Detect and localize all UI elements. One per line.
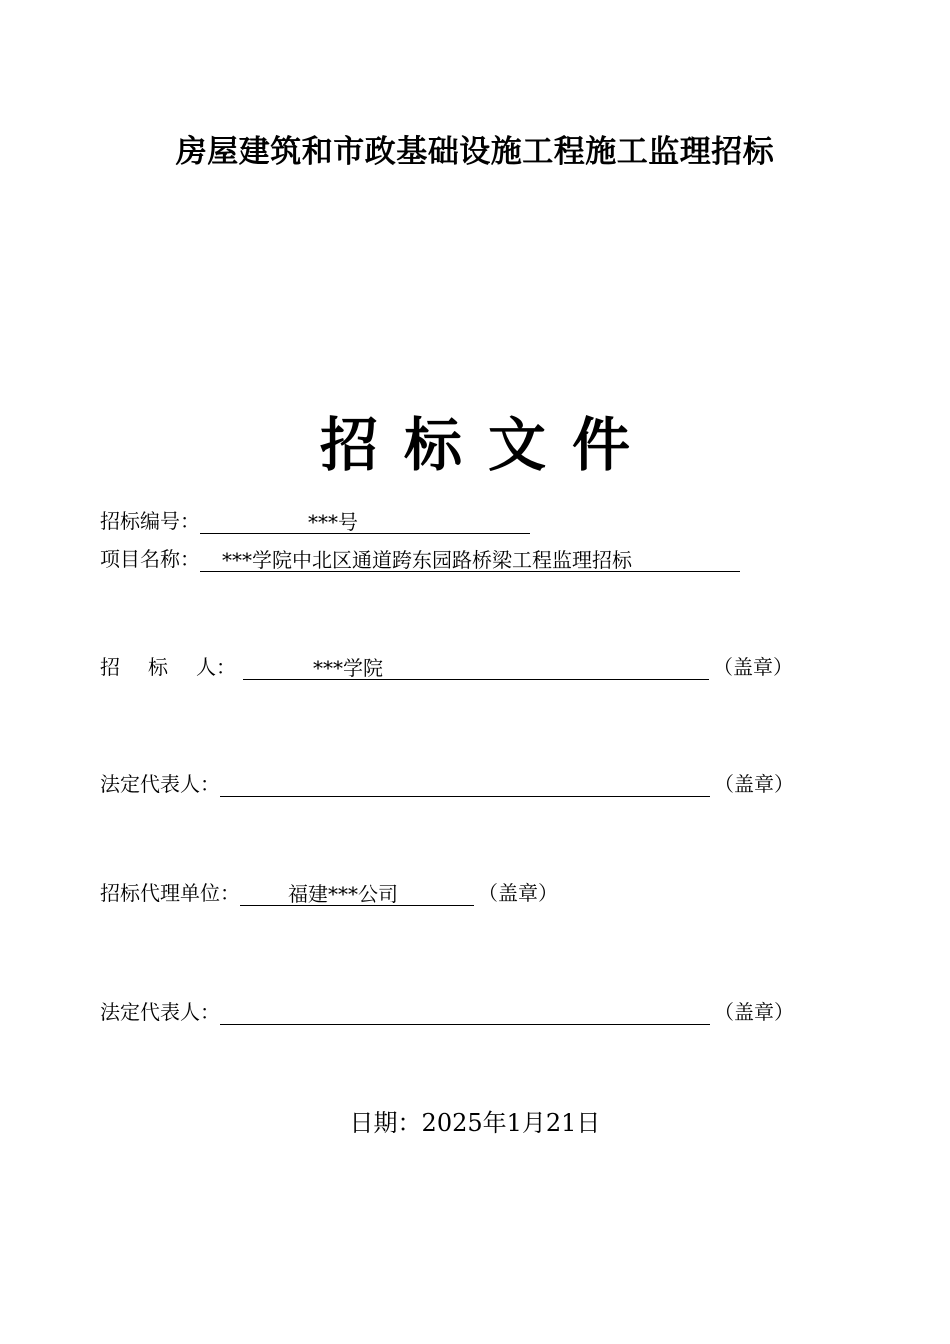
legal-rep-2-seal: （盖章） <box>714 1000 794 1024</box>
agency-label: 招标代理单位： <box>100 881 240 905</box>
tenderer-label: 招 标 人： <box>100 655 236 679</box>
legal-rep-1-label: 法定代表人： <box>100 772 220 796</box>
agency-field <box>240 882 474 906</box>
project-name-value: ***学院中北区通道跨东园路桥梁工程监理招标 <box>222 548 632 572</box>
tenderer-value: ***学院 <box>313 656 383 680</box>
legal-rep-2-label: 法定代表人： <box>100 1000 220 1024</box>
legal-rep-1-row <box>100 771 794 797</box>
bid-number-value: ***号 <box>308 510 358 534</box>
bid-number-field <box>200 510 530 534</box>
document-date: 日期：2025年1月21日 <box>349 1109 601 1137</box>
legal-rep-2-row <box>100 999 794 1025</box>
agency-seal: （盖章） <box>478 881 558 905</box>
agency-row <box>100 880 558 906</box>
tenderer-seal: （盖章） <box>713 655 793 679</box>
header-title: 房屋建筑和市政基础设施工程施工监理招标 <box>175 134 775 170</box>
legal-rep-1-seal: （盖章） <box>714 772 794 796</box>
legal-rep-2-field <box>220 1001 710 1025</box>
bid-number-row <box>100 508 530 534</box>
project-name-field <box>200 548 740 572</box>
bid-number-label: 招标编号： <box>100 509 200 533</box>
tenderer-row <box>100 654 793 680</box>
legal-rep-1-field <box>220 773 710 797</box>
document-title: 招标文件 <box>319 411 656 479</box>
agency-value: 福建***公司 <box>288 882 398 906</box>
tenderer-field <box>243 656 709 680</box>
project-name-label: 项目名称： <box>100 547 200 571</box>
project-name-row <box>100 546 740 572</box>
